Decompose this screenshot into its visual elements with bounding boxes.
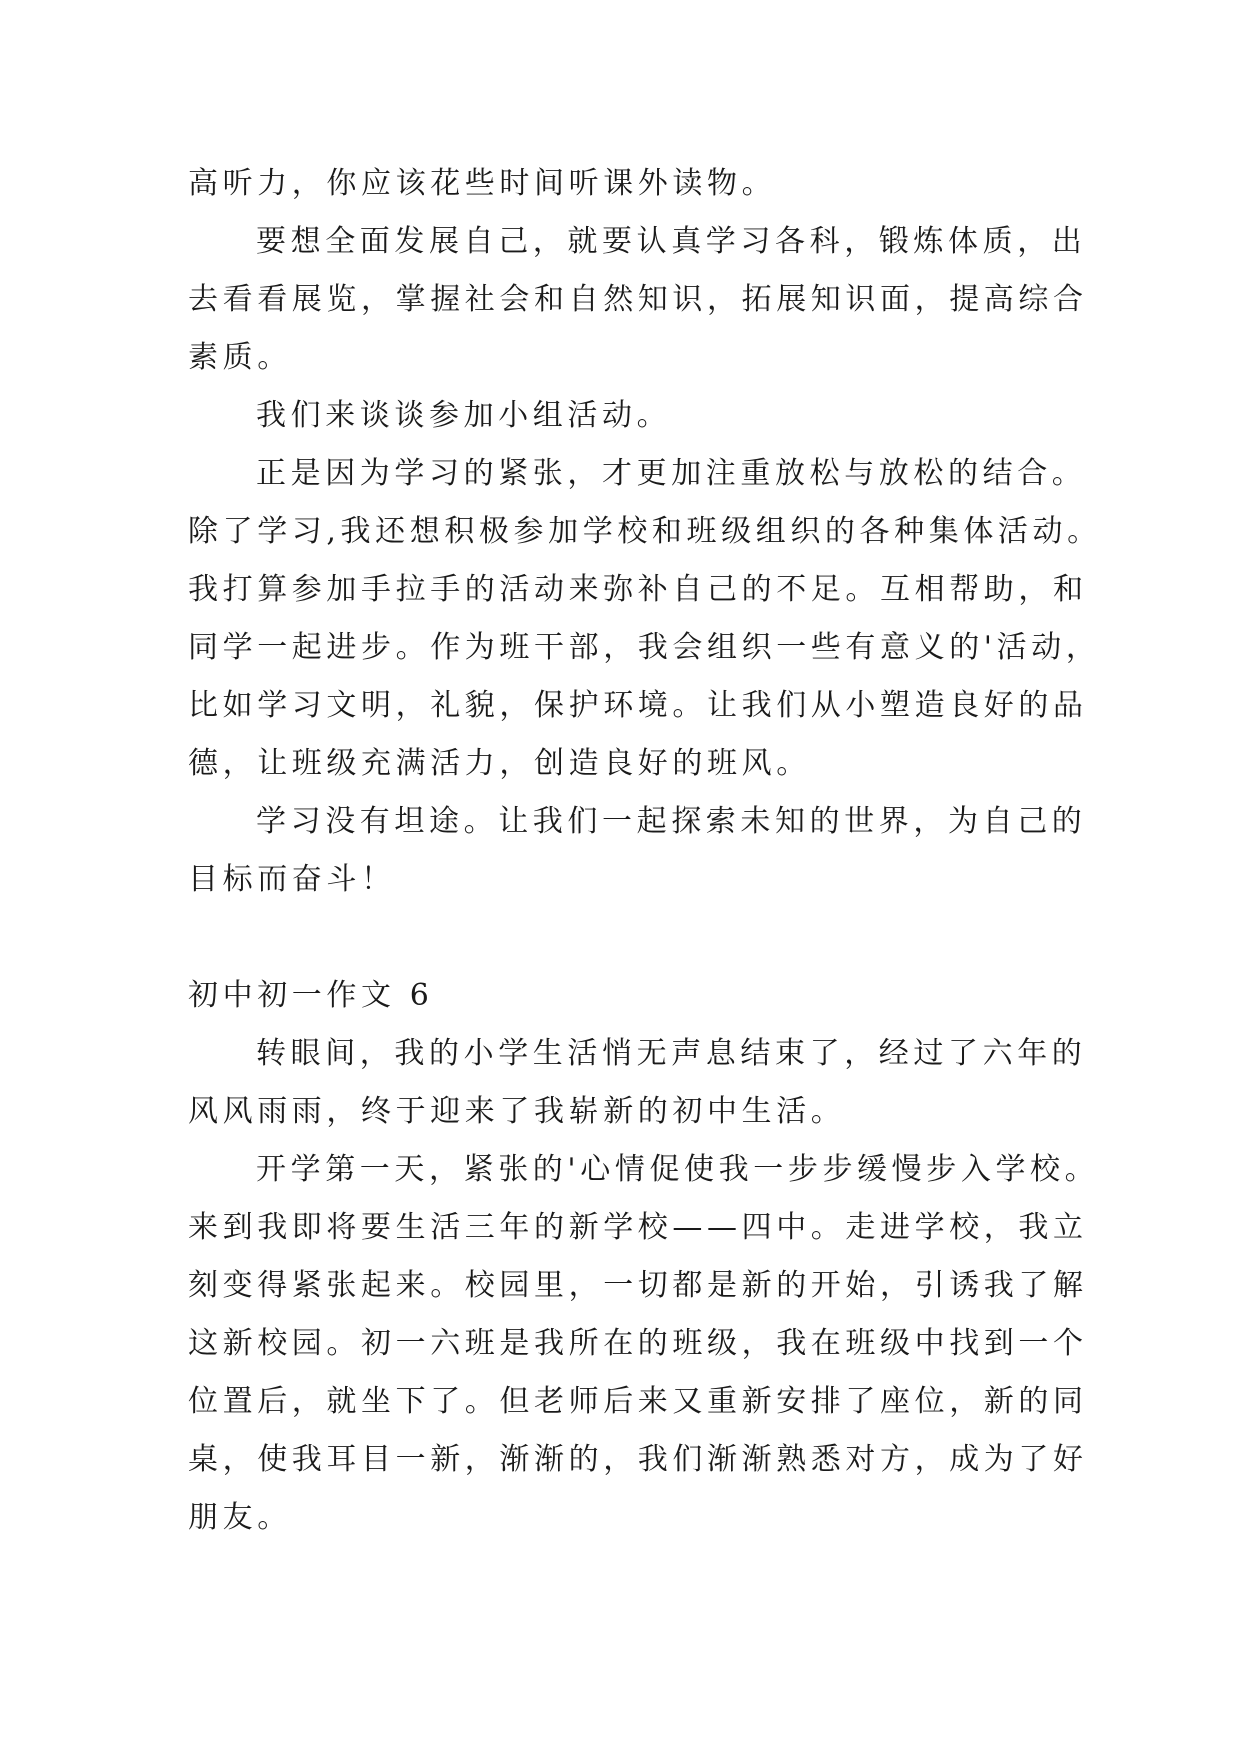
paragraph-first-line: 学习没有坦途。让我们一起探索未知的世界，为自己的 [256,804,1087,839]
text-line: 同学一起进步。作为班干部，我会组织一些有意义的'活动， [188,630,1101,665]
text-line: 德，让班级充满活力，创造良好的班风。 [188,746,811,781]
text-line: 来到我即将要生活三年的新学校——四中。走进学校，我立 [188,1210,1088,1245]
text-line: 除了学习,我还想积极参加学校和班级组织的各种集体活动。 [188,514,1102,549]
text-line: 比如学习文明，礼貌，保护环境。让我们从小塑造良好的品 [188,688,1088,723]
text-line: 风风雨雨，终于迎来了我崭新的初中生活。 [188,1094,846,1129]
text-line: 素质。 [188,340,292,375]
section-heading: 初中初一作文 6 [188,978,434,1013]
text-line: 我打算参加手拉手的活动来弥补自己的不足。互相帮助，和 [188,572,1088,607]
text-line: 高听力，你应该花些时间听课外读物。 [188,166,777,201]
paragraph-first-line: 开学第一天，紧张的'心情促使我一步步缓慢步入学校。 [256,1152,1100,1187]
paragraph-first-line: 转眼间，我的小学生活悄无声息结束了，经过了六年的 [256,1036,1087,1071]
paragraph-first-line: 正是因为学习的紧张，才更加注重放松与放松的结合。 [256,456,1087,491]
text-line: 位置后，就坐下了。但老师后来又重新安排了座位，新的同 [188,1384,1088,1419]
text-line: 刻变得紧张起来。校园里，一切都是新的开始，引诱我了解 [188,1268,1088,1303]
paragraph-first-line: 我们来谈谈参加小组活动。 [256,398,672,433]
text-line: 去看看展览，掌握社会和自然知识，拓展知识面，提高综合 [188,282,1088,317]
text-line: 朋友。 [188,1500,292,1535]
text-line: 这新校园。初一六班是我所在的班级，我在班级中找到一个 [188,1326,1088,1361]
paragraph-first-line: 要想全面发展自己，就要认真学习各科，锻炼体质，出 [256,224,1087,259]
text-line: 桌，使我耳目一新，渐渐的，我们渐渐熟悉对方，成为了好 [188,1442,1088,1477]
text-line: 目标而奋斗！ [188,862,396,897]
